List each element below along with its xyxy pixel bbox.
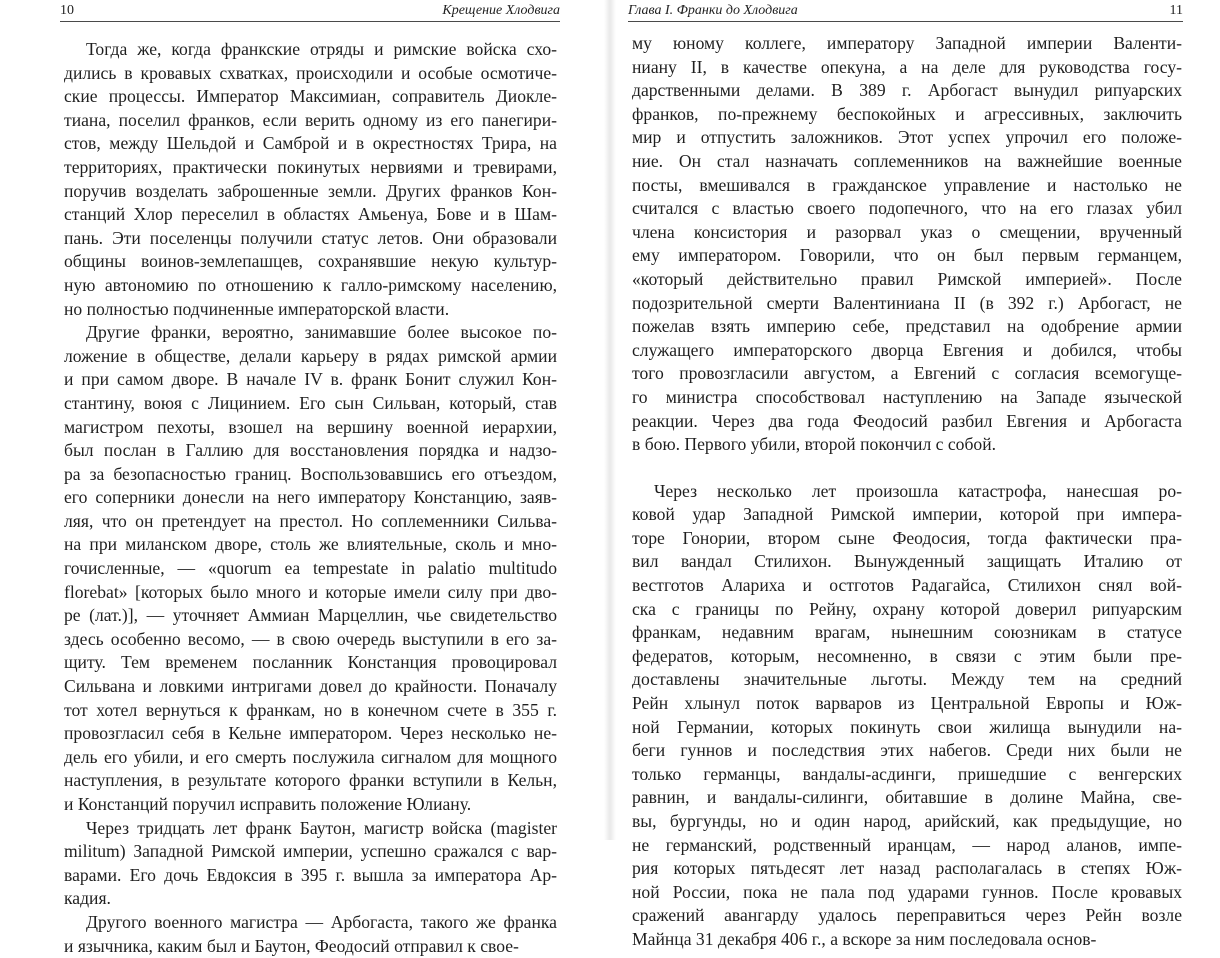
text-line: вил вандал Стилихон. Вынужденный защищать Италию от [632,551,1182,572]
right-page-body [632,32,1182,952]
text-line: му юному коллеге, императору Западной империи Валенти- [632,33,1182,53]
paragraph [64,817,557,911]
text-line: пань. Эти поселенцы получили статус летов. Они образовали [64,227,557,248]
text-line: территориях, практически покинутых нервиями и тревирами, [64,156,557,177]
text-line: магистром пехоты, взошел на вершину военной иерархии, [64,416,557,437]
text-line: Другого военного магистра — Арбогаста, такого же франка [86,911,557,932]
text-line: тиана, поселил франков, если верить одному из его панегири- [64,109,557,130]
left-page-body [64,38,557,958]
text-line: того провозгласили августом, а Евгений с согласия всемогуще- [632,363,1182,384]
text-line: Через тридцать лет франк Баутон, магистр войска (magister [86,817,557,838]
text-line: общины воинов-землепашцев, сохранявшие некую культур- [64,251,557,272]
text-line: и при самом дворе. В начале IV в. франк Бонит служил Кон- [64,369,557,390]
text-line: и Констанций поручил исправить положение Юлиану. [64,794,472,814]
text-line: Рейн хлынул поток варваров из Центральной Европы и Юж- [632,693,1182,714]
text-line: «который действительно правил Римской империей». После [632,268,1182,289]
text-line: гочисленные, — «quorum ea tempestate in palatio multitudo [64,558,557,579]
text-line: Другие франки, вероятно, занимавшие более высокое по- [86,322,557,343]
left-page-header [60,2,560,20]
text-line: ские процессы. Император Максимиан, соправитель Диокле- [64,86,557,107]
text-line: был послан в Галлию для восстановления порядка и надзо- [64,440,557,461]
text-line: ра за безопасностью границ. Воспользовавшись его отъездом, [64,463,557,484]
text-line: сражений авангарду удалось переправиться через Рейн возле [632,905,1182,926]
text-line: подозрительной смерти Валентиниана II (в 392 г.) Арбогаст, не [632,292,1182,313]
text-line: станций Хлор переселил в областях Амьенуа, Бове и в Шам- [64,204,557,225]
text-line: мир и отпустить заложников. Этот успех упрочил его положе- [632,127,1182,148]
text-line: щиту. Тем временем посланник Констанция провоцировал [64,652,557,673]
left-header-rule [60,21,560,22]
left-page-number: 10 [60,3,74,18]
text-line: стантину, воюя с Лицинием. Его сын Сильван, который, став [64,392,557,413]
paragraph [632,32,1182,457]
text-line: и язычника, каким был и Баутон, Феодосий отправил к свое- [64,935,519,956]
text-line: ложение в обществе, делали карьеру в рядах римской армии [64,345,557,366]
text-line: члена консистория и разорвал указ о смещении, врученный [632,221,1182,242]
text-line: го министра способствовал наступлению на Западе языческой [632,386,1182,407]
text-line: франков, по-прежнему беспокойных и агрессивных, заключить [632,103,1182,124]
paragraph [632,480,1182,952]
text-line: Тогда же, когда франкские отряды и римские войска схо- [86,39,557,59]
right-page [610,0,1220,949]
text-line: торе Гонории, втором сыне Феодосия, тогда фактически пра- [632,527,1182,548]
text-line: его соперники донесли на него императору Констанцию, заяв- [64,487,557,508]
right-running-title: Глава I. Франки до Хлодвига [628,3,798,18]
text-line: не германский, родственный иранцам, — народ аланов, импе- [632,834,1182,855]
text-line: Через несколько лет произошла катастрофа, нанесшая ро- [654,480,1182,501]
text-line: но полностью подчиненные императорской власти. [64,298,450,319]
text-line: наступления, в результате которого франки вступили в Кельн, [64,770,557,791]
text-line: служащего императорского дворца Евгения и добился, чтобы [632,339,1182,360]
text-line: равнин, и вандалы-силинги, обитавшие в долине Майна, све- [632,787,1182,808]
text-line: считался с властью своего подопечного, что на его глазах убил [632,198,1182,219]
text-line: militum) Западной Римской империи, успешно сражался с вар- [64,841,557,862]
text-line: дель его убили, и его смерть послужила сигналом для мощного [64,746,557,767]
text-line: доставлены значительные льготы. Между тем на средний [632,669,1182,690]
text-line: Сильвана и ловкими интригами довел до крайности. Поначалу [64,676,557,697]
text-line: посты, вмешивался в гражданское управление и настолько не [632,174,1182,195]
text-line: ной Германии, которых покинуть свои жилища вынудили на- [632,716,1182,737]
text-line: рия которых пятьдесят лет назад располагалась в степях Юж- [632,858,1182,879]
text-line: только германцы, вандалы-асдинги, пришедшие с венгерских [632,763,1182,784]
text-line: ковой удар Западной Римской империи, которой при импера- [632,504,1182,525]
text-line: ниану II, в качестве опекуна, а на деле для руководства госу- [632,56,1182,77]
text-line: тот хотел вернуться к франкам, но в конечном счете в 355 г. [64,699,557,720]
text-line: ние. Он стал назначать соплеменников на важнейшие военные [632,150,1182,171]
text-line: кадия. [64,888,111,909]
paragraph [64,911,557,958]
right-header-rule [628,21,1183,22]
text-line: в бою. Первого убили, второй покончил с собой. [632,434,997,455]
text-line: florebat» [которых было много и которые имели силу при дво- [64,581,557,602]
text-line: реакции. Через два года Феодосий разбил Евгения и Арбогаста [632,410,1182,431]
text-line: пожелав взять империю себе, представил на одобрение армии [632,316,1182,337]
text-line: вестготов Алариха и остготов Радагайса, Стилихон снял вой- [632,575,1182,596]
paragraph [64,38,557,321]
left-running-title: Крещение Хлодвига [442,3,560,18]
text-line: ной России, пока не пала под ударами гуннов. После кровавых [632,881,1182,902]
text-line: варами. Его дочь Евдоксия в 395 г. вышла за императора Ар- [64,864,557,885]
text-line: Майнца 31 декабря 406 г., а вскоре за ним последовала основ- [632,928,1097,949]
text-line: ляя, что он претендует на престол. Но соплеменники Сильва- [64,510,557,531]
right-page-number: 11 [1169,3,1183,18]
text-line: стов, между Шельдой и Самброй и в окрестностях Трира, на [64,133,557,154]
text-line: поручив возделать заброшенные земли. Других франков Кон- [64,180,557,201]
paragraph [64,321,557,816]
text-line: здесь особенно весомо, — в свою очередь выступили в его за- [64,628,557,649]
text-line: на при миланском дворе, столь же влиятельные, сколь и мно- [64,534,557,555]
text-line: ре (лат.)], — уточняет Аммиан Марцеллин, чье свидетельство [64,605,557,626]
text-line: дились в кровавых схватках, происходили и особые осмотиче- [64,62,557,83]
text-line: провозгласил себя в Кельне императором. Через несколько не- [64,723,557,744]
text-line: вы, бургунды, но и один народ, арийский, как предыдущие, но [632,811,1182,831]
text-line: беги гуннов и последствия этих набегов. Среди них были не [632,740,1182,761]
text-line: франкам, недавним врагам, нынешним союзникам в статусе [632,622,1182,643]
left-page [0,0,610,956]
text-line: ную автономию по отношению к галло-римскому населению, [64,274,557,295]
text-line: ему императором. Говорили, что он был первым германцем, [632,245,1182,266]
text-line: ска с границы по Рейну, охрану которой доверил рипуарским [632,598,1182,619]
right-page-header [628,2,1183,20]
text-line: федератов, которым, несомненно, в связи с этим были пре- [632,645,1182,666]
text-line: дарственными делами. В 389 г. Арбогаст вынудил рипуарских [632,80,1182,101]
